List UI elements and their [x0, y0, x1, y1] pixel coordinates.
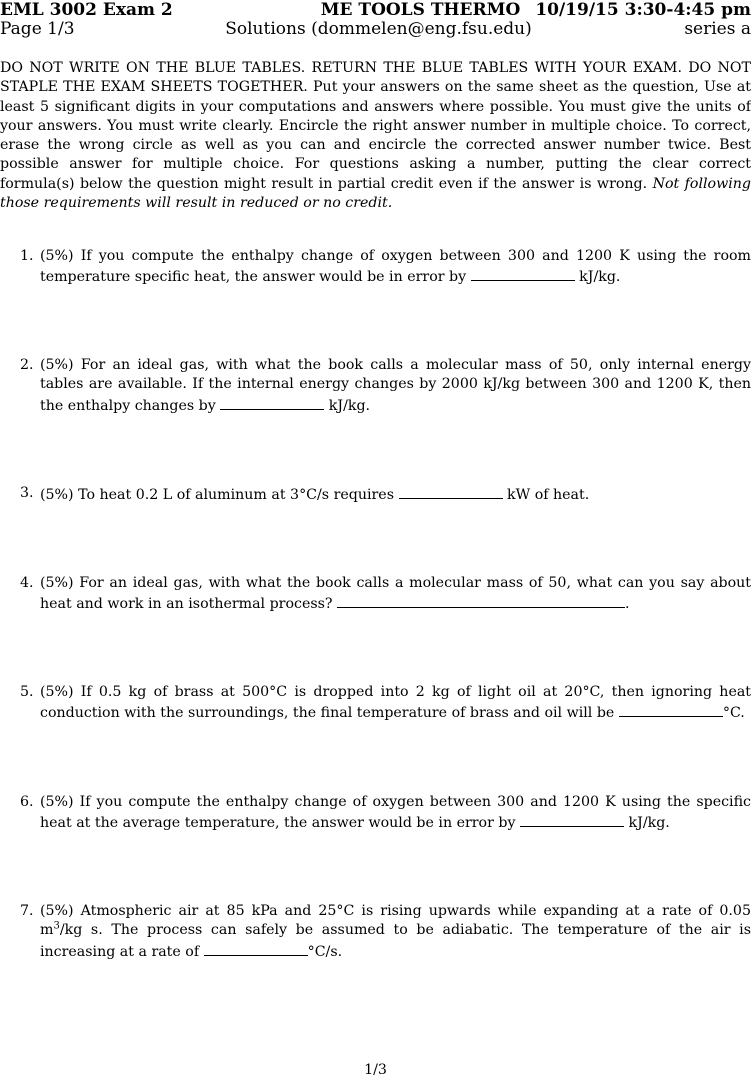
question-text: (5%) To heat 0.2 L of aluminum at 3°C/s requires [40, 487, 394, 503]
question-2 [20, 356, 751, 416]
question-number: 4. [20, 575, 34, 591]
question-number: 5. [20, 684, 34, 700]
instructions-paragraph [0, 59, 751, 213]
answer-unit: . [625, 596, 630, 613]
answer-blank[interactable] [337, 593, 625, 608]
page-number-footer: 1/3 [364, 1062, 387, 1078]
question-5 [20, 683, 751, 724]
answer-blank[interactable] [471, 266, 575, 281]
question-3 [20, 484, 751, 505]
question-text: (5%) If 0.5 kg of brass at 500°C is dropped into 2 kg of light oil at 20°C, then ignoring heat conduction with the surroundings, the final temperature of brass and oil will be [40, 684, 751, 722]
series-label: series a [684, 19, 751, 39]
question-number: 3. [20, 485, 34, 501]
question-number: 7. [20, 903, 34, 919]
question-7 [20, 902, 751, 962]
answer-blank[interactable] [204, 941, 308, 956]
question-number: 2. [20, 357, 34, 373]
answer-unit: kJ/kg. [628, 815, 670, 832]
superscript: 3 [53, 920, 60, 932]
instructions-emphasis: Not following those requirements will result in reduced or no credit. [0, 175, 751, 212]
answer-unit: °C/s. [307, 943, 343, 960]
answer-blank[interactable] [220, 395, 324, 410]
answer-blank[interactable] [399, 484, 503, 499]
answer-blank[interactable] [619, 702, 723, 717]
question-text-a: (5%) Atmospheric air at 85 kPa and 25°C is rising upwards while expanding at a rate of 0.05 m [40, 903, 751, 939]
question-text: (5%) For an ideal gas, with what the book calls a molecular mass of 50, only internal energy tables are available. If the internal energy changes by 2000 kJ/kg between 300 and 1200 K, then the enthalpy changes by [40, 357, 751, 414]
question-text-b: /kg s. The process can safely be assumed to be adiabatic. The temperature of the air is increasing at a rate of [40, 922, 751, 960]
answer-unit: °C. [722, 705, 745, 722]
answer-blank[interactable] [520, 812, 624, 827]
question-6 [20, 793, 751, 834]
answer-unit: kW of heat. [507, 487, 590, 503]
question-text: (5%) If you compute the enthalpy change of oxygen between 300 and 1200 K using the specific heat at the average temperature, the answer would be in error by [40, 794, 751, 832]
question-4 [20, 574, 751, 615]
solutions-contact: Solutions (dommelen@eng.fsu.edu) [225, 19, 532, 39]
question-number: 6. [20, 794, 34, 810]
question-text: (5%) For an ideal gas, with what the book calls a molecular mass of 50, what can you say about heat and work in an isothermal process? [40, 575, 751, 613]
answer-unit: kJ/kg. [579, 269, 621, 286]
question-number: 1. [20, 248, 34, 264]
question-1 [20, 247, 751, 288]
exam-title: ME TOOLS THERMO [320, 0, 521, 20]
page-indicator: Page 1/3 [0, 19, 75, 39]
answer-unit: kJ/kg. [328, 397, 371, 414]
course-code: EML 3002 Exam 2 [0, 0, 173, 20]
question-text: (5%) If you compute the enthalpy change of oxygen between 300 and 1200 K using the room temperature specific heat, the answer would be in error by [40, 248, 751, 286]
instructions-text: DO NOT WRITE ON THE BLUE TABLES. RETURN THE BLUE TABLES WITH YOUR EXAM. DO NOT STAPLE THE EXAM SHEETS TOGETHER. Put your answers on the same sheet as the question, Use at least 5 significant digits in your computations and answers where possible. You must give the units of your answers. You must write clearly. Encircle the right answer number in multiple choice. To correct, erase the wrong circle as well as you can and encircle the corrected answer number twice. Best possible answer for multiple choice. For questions asking a number, putting the clear correct formula(s) below the question might result in partial credit even if the answer is wrong. [0, 60, 751, 192]
exam-datetime: 10/19/15 3:30-4:45 pm [535, 0, 751, 20]
